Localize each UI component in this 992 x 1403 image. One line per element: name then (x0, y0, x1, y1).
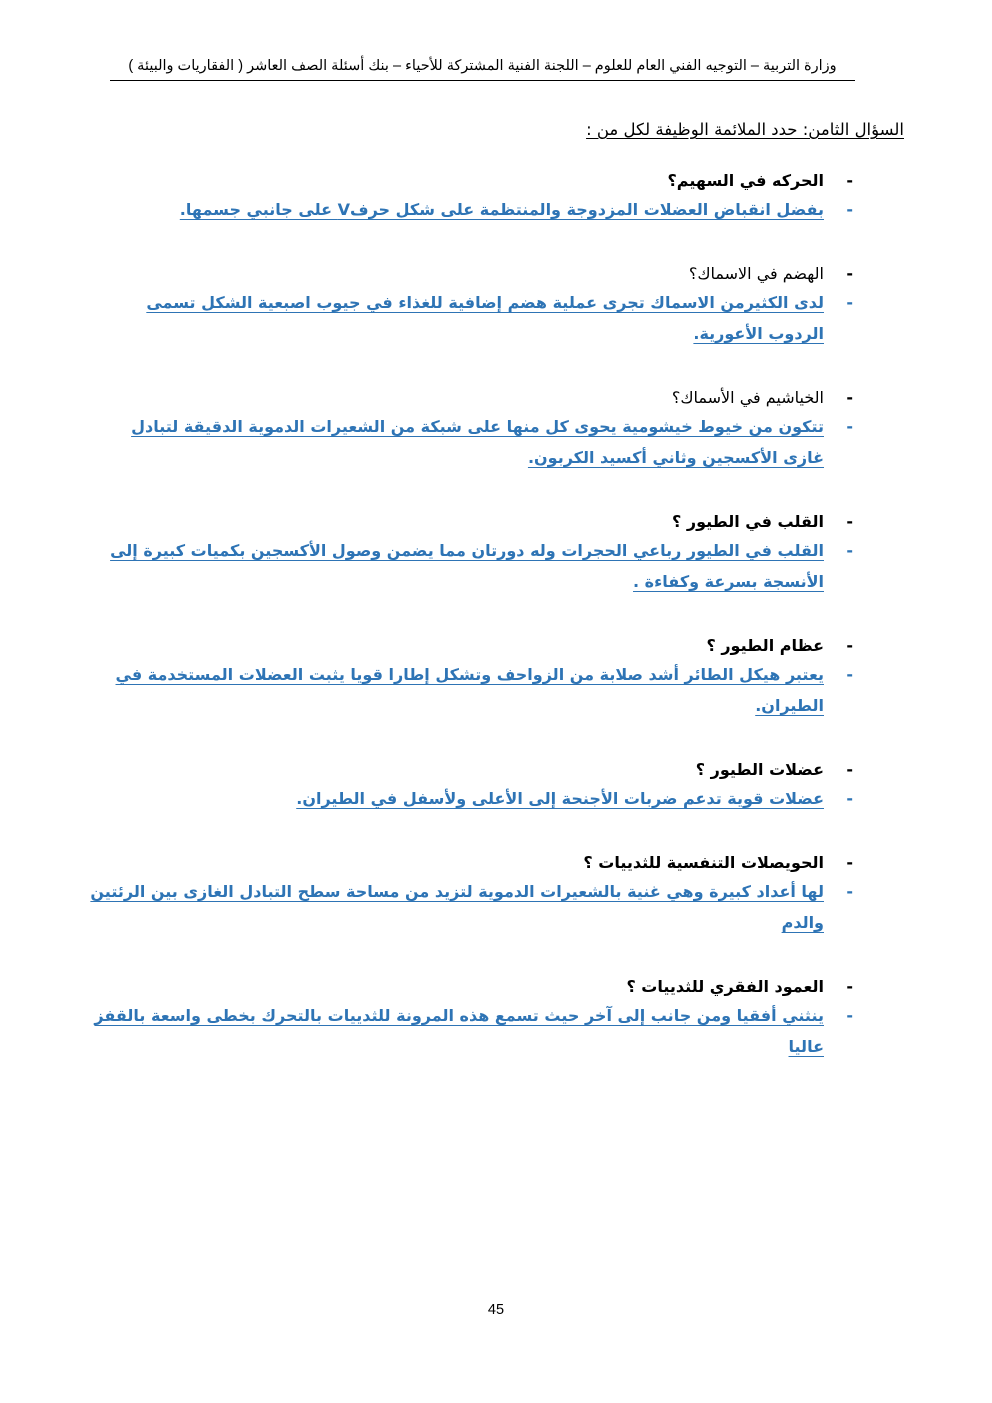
item-question-text: عضلات الطيور ؟ (695, 760, 824, 779)
item-answer (90, 876, 853, 938)
bullet: - (846, 512, 853, 531)
item-answer (90, 1000, 853, 1062)
item-answer-text: يعتبر هيكل الطائر أشد صلابة من الزواحف وتشكل إطارا قويا يثبت العضلات المستخدمة في الطيران. (115, 665, 824, 715)
list-item (90, 974, 853, 1062)
bullet: - (846, 541, 853, 560)
item-answer (90, 194, 853, 225)
bullet: - (846, 882, 853, 901)
list-item (90, 757, 853, 814)
bullet: - (846, 200, 853, 219)
item-answer-text: عضلات قوية تدعم ضربات الأجنحة إلى الأعلى ولأسفل في الطيران. (296, 789, 824, 808)
bullet: - (846, 636, 853, 655)
item-answer-text: لها أعداد كبيرة وهي غنية بالشعيرات الدموية لتزيد من مساحة سطح التبادل الغازى بين الرئتين والدم (90, 882, 824, 932)
bullet: - (846, 760, 853, 779)
bullet: - (846, 853, 853, 872)
item-question-text: الهضم في الاسماك؟ (688, 264, 824, 283)
bullet: - (846, 789, 853, 808)
bullet: - (846, 293, 853, 312)
item-question (90, 757, 853, 783)
item-question (90, 850, 853, 876)
item-question (90, 633, 853, 659)
item-answer-text: ينثني أفقيا ومن جانب إلى آخر حيث تسمع هذه المرونة للثدييات بالتحرك بخطى واسعة بالقفز عاليا (94, 1006, 824, 1056)
item-answer (90, 287, 853, 349)
item-answer-text: تتكون من خيوط خيشومية يحوى كل منها على شبكة من الشعيرات الدموية الدقيقة لتبادل غازى الأكسجين وثاني أكسيد الكربون. (131, 417, 824, 467)
item-answer-text: لدى الكثيرمن الاسماك تجرى عملية هضم إضافية للغذاء في جيوب اصبعية الشكل تسمى الردوب الأعورية. (146, 293, 824, 343)
item-question (90, 168, 853, 194)
bullet: - (846, 977, 853, 996)
item-answer (90, 411, 853, 473)
list-item (90, 261, 853, 349)
item-question-text: الحويصلات التنفسية للثدييات ؟ (583, 853, 824, 872)
list-item (90, 850, 853, 938)
page-header: وزارة التربية – التوجيه الفني العام للعلوم – اللجنة الفنية المشتركة للأحياء – بنك أسئلة الصف العاشر ( الفقاريات والبيئة ) (110, 58, 855, 81)
bullet: - (846, 417, 853, 436)
bullet: - (846, 1006, 853, 1025)
bullet: - (846, 264, 853, 283)
item-question (90, 974, 853, 1000)
item-question (90, 261, 853, 287)
item-answer-text: بفضل انقباض العضلات المزدوجة والمنتظمة على شكل حرفV على جانبي جسمها. (179, 200, 824, 219)
question-title: السؤال الثامن: حدد الملائمة الوظيفة لكل من : (586, 120, 904, 139)
item-question (90, 509, 853, 535)
item-question-text: عظام الطيور ؟ (706, 636, 824, 655)
list-item (90, 633, 853, 721)
item-question (90, 385, 853, 411)
list-item (90, 385, 853, 473)
item-question-text: القلب في الطيور ؟ (672, 512, 824, 531)
list-item (90, 168, 853, 225)
item-question-text: الخياشيم في الأسماك؟ (671, 388, 824, 407)
item-question-text: الحركه في السهيم؟ (667, 171, 824, 190)
item-answer-text: القلب في الطيور رباعي الحجرات وله دورتان مما يضمن وصول الأكسجين بكميات كبيرة إلى الأنسجة بسرعة وكفاءة . (110, 541, 824, 591)
item-answer (90, 659, 853, 721)
bullet: - (846, 665, 853, 684)
page-number: 45 (487, 1302, 505, 1318)
item-question-text: العمود الفقري للثدييات ؟ (626, 977, 824, 996)
question-list (90, 168, 853, 1098)
bullet: - (846, 388, 853, 407)
list-item (90, 509, 853, 597)
item-answer (90, 535, 853, 597)
item-answer (90, 783, 853, 814)
bullet: - (846, 171, 853, 190)
